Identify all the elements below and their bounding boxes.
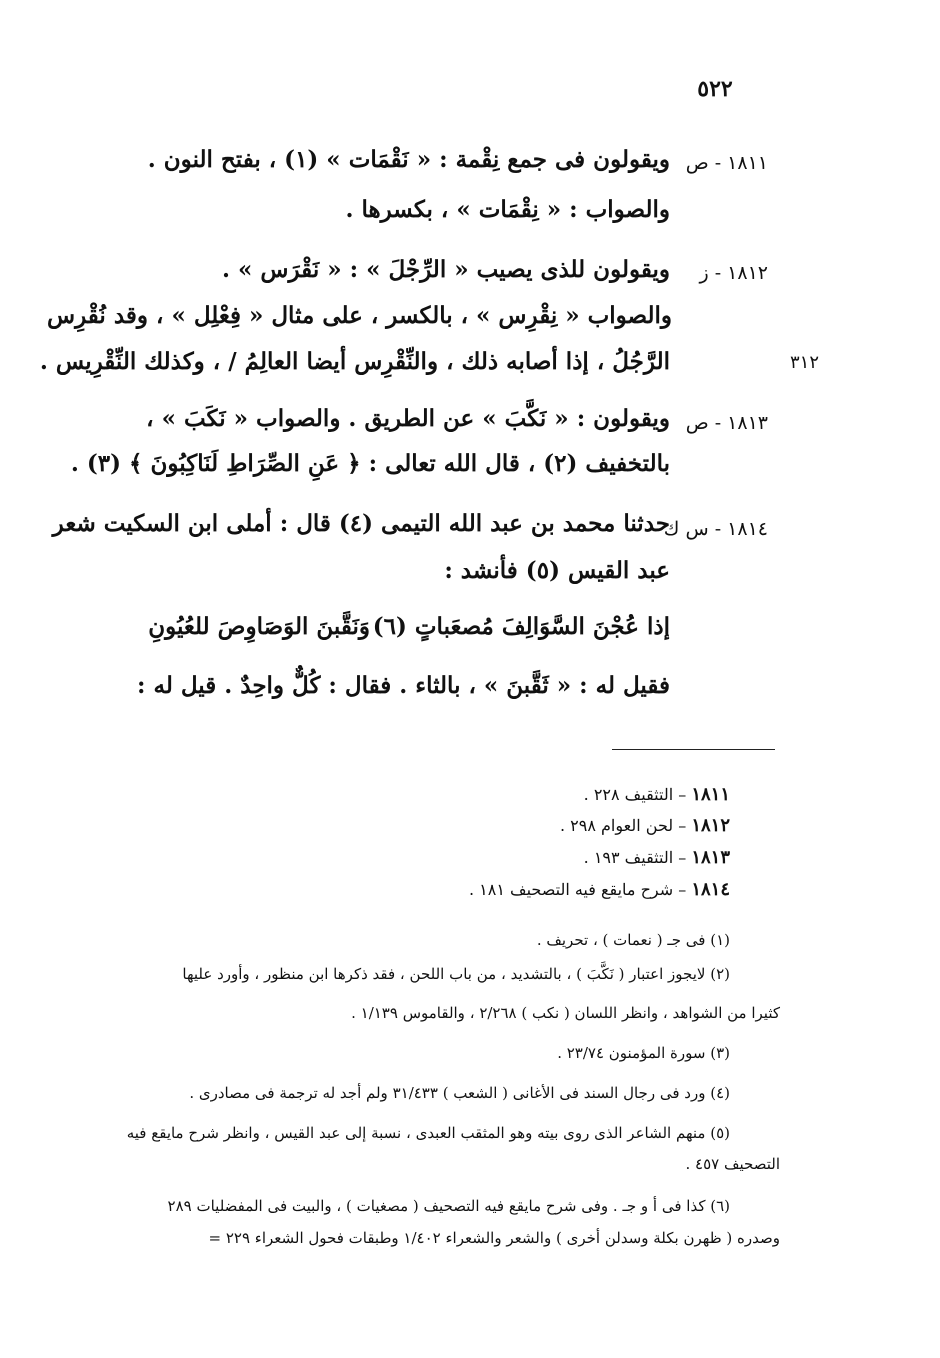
entry-line: فقيل له : « ثَقَّبنَ » ، بالثاء . فقال : كُلٌّ واحِدٌ . قيل له : — [137, 672, 670, 699]
entry-line: بالتخفيف (٢) ، قال الله تعالى : ﴿ عَنِ الصِّرَاطِ لَنَاكِبُونَ ﴾ (٣) . — [70, 450, 670, 477]
footnote: (٣) سورة المؤمنون ٢٣/٧٤ . — [557, 1044, 730, 1062]
entry-line: الرَّجُلُ ، إذا أصابه ذلك ، والنِّقْرِس أيضا العالِمُ / ، وكذلك النِّقْرِيس . — [39, 348, 670, 375]
source-number: ١٨١٢ — [691, 815, 730, 836]
entry-line: عبد القيس (٥) فأنشد : — [444, 557, 670, 584]
source-line — [230, 784, 730, 805]
page-number: ٥٢٢ — [697, 76, 733, 102]
entry-number: ١٨١١ - ص — [685, 152, 768, 174]
footnote: (١) فى جـ ( نعمات ) ، تحريف . — [536, 931, 730, 949]
footnote-continuation: كثيرا من الشواهد ، وانظر اللسان ( نكب ) ٢/٢٦٨ ، والقاموس ١/١٣٩ . — [351, 1004, 780, 1022]
source-number: ١٨١٤ — [691, 879, 730, 900]
footnote: (٢) لايجوز اعتبار ( نَكَّبَ ) ، بالتشديد ، من باب اللحن ، فقد ذكرها ابن منظور ، وأورد عليها — [182, 965, 730, 983]
source-line — [230, 815, 730, 836]
entry-number: ١٨١٣ - ص — [685, 412, 768, 434]
source-text: – التثقيف ١٩٣ . — [583, 848, 687, 867]
verse-first-hemistich: إذا عُجْنَ السَّوَالِفَ مُصعَباتٍ (٦) — [372, 613, 670, 640]
footnote: (٦) كذا فى أ و جـ . وفى شرح مايقع فيه التصحيف ( مصغيات ) ، والبيت فى المفضليات ٢٨٩ — [167, 1197, 730, 1215]
verse-second-hemistich: وَنَقَّبنَ الوَصَاوِصَ للعُيُونِ — [148, 613, 370, 640]
entry-line: ويقولون فى جمع نِقْمة : « نَقْمَات » (١) ، بفتح النون . — [147, 146, 670, 173]
footnote: (٤) ورد فى رجال السند فى الأغانى ( الشعب ) ٣١/٤٣٣ ولم أجد له ترجمة فى مصادرى . — [189, 1084, 730, 1102]
entry-line: ويقولون للذى يصيب « الرِّجْلَ » : « نَقْرَس » . — [222, 256, 670, 283]
entry-line: حدثنا محمد بن عبد الله التيمى (٤) قال : أملى ابن السكيت شعر — [52, 510, 670, 537]
footnote-continuation: التصحيف ٤٥٧ . — [685, 1155, 780, 1173]
entry-line: والصواب « نِقْرِس » ، بالكسر ، على مثال « فِعْلِل » ، وقد نُقْرِس — [47, 302, 672, 329]
entry-number: ١٨١٤ - س ك — [663, 518, 768, 540]
footnote-continuation: وصدره ( ظهرن بكلة وسدلن أخرى ) والشعر والشعراء ١/٤٠٢ وطبقات فحول الشعراء ٢٢٩ = — [208, 1229, 780, 1247]
source-line — [230, 847, 730, 868]
footnote: (٥) منهم الشاعر الذى روى بيته وهو المثقب العبدى ، نسبة إلى عبد القيس ، وانظر شرح مايقع فيه — [126, 1124, 730, 1142]
entry-line: ويقولون : « نَكَّبَ » عن الطريق . والصواب « نَكَبَ » ، — [146, 405, 670, 432]
margin-number: ٣١٢ — [790, 352, 820, 373]
source-line — [230, 879, 730, 900]
source-text: – لحن العوام ٢٩٨ . — [559, 816, 687, 835]
footnote-separator — [612, 749, 775, 750]
source-number: ١٨١١ — [691, 784, 730, 805]
source-number: ١٨١٣ — [691, 847, 730, 868]
source-text: – شرح مايقع فيه التصحيف ١٨١ . — [468, 880, 687, 899]
entry-line: والصواب : « نِقْمَات » ، بكسرها . — [345, 196, 670, 223]
source-text: – التثقيف ٢٢٨ . — [583, 785, 687, 804]
entry-number: ١٨١٢ - ز — [699, 262, 768, 284]
